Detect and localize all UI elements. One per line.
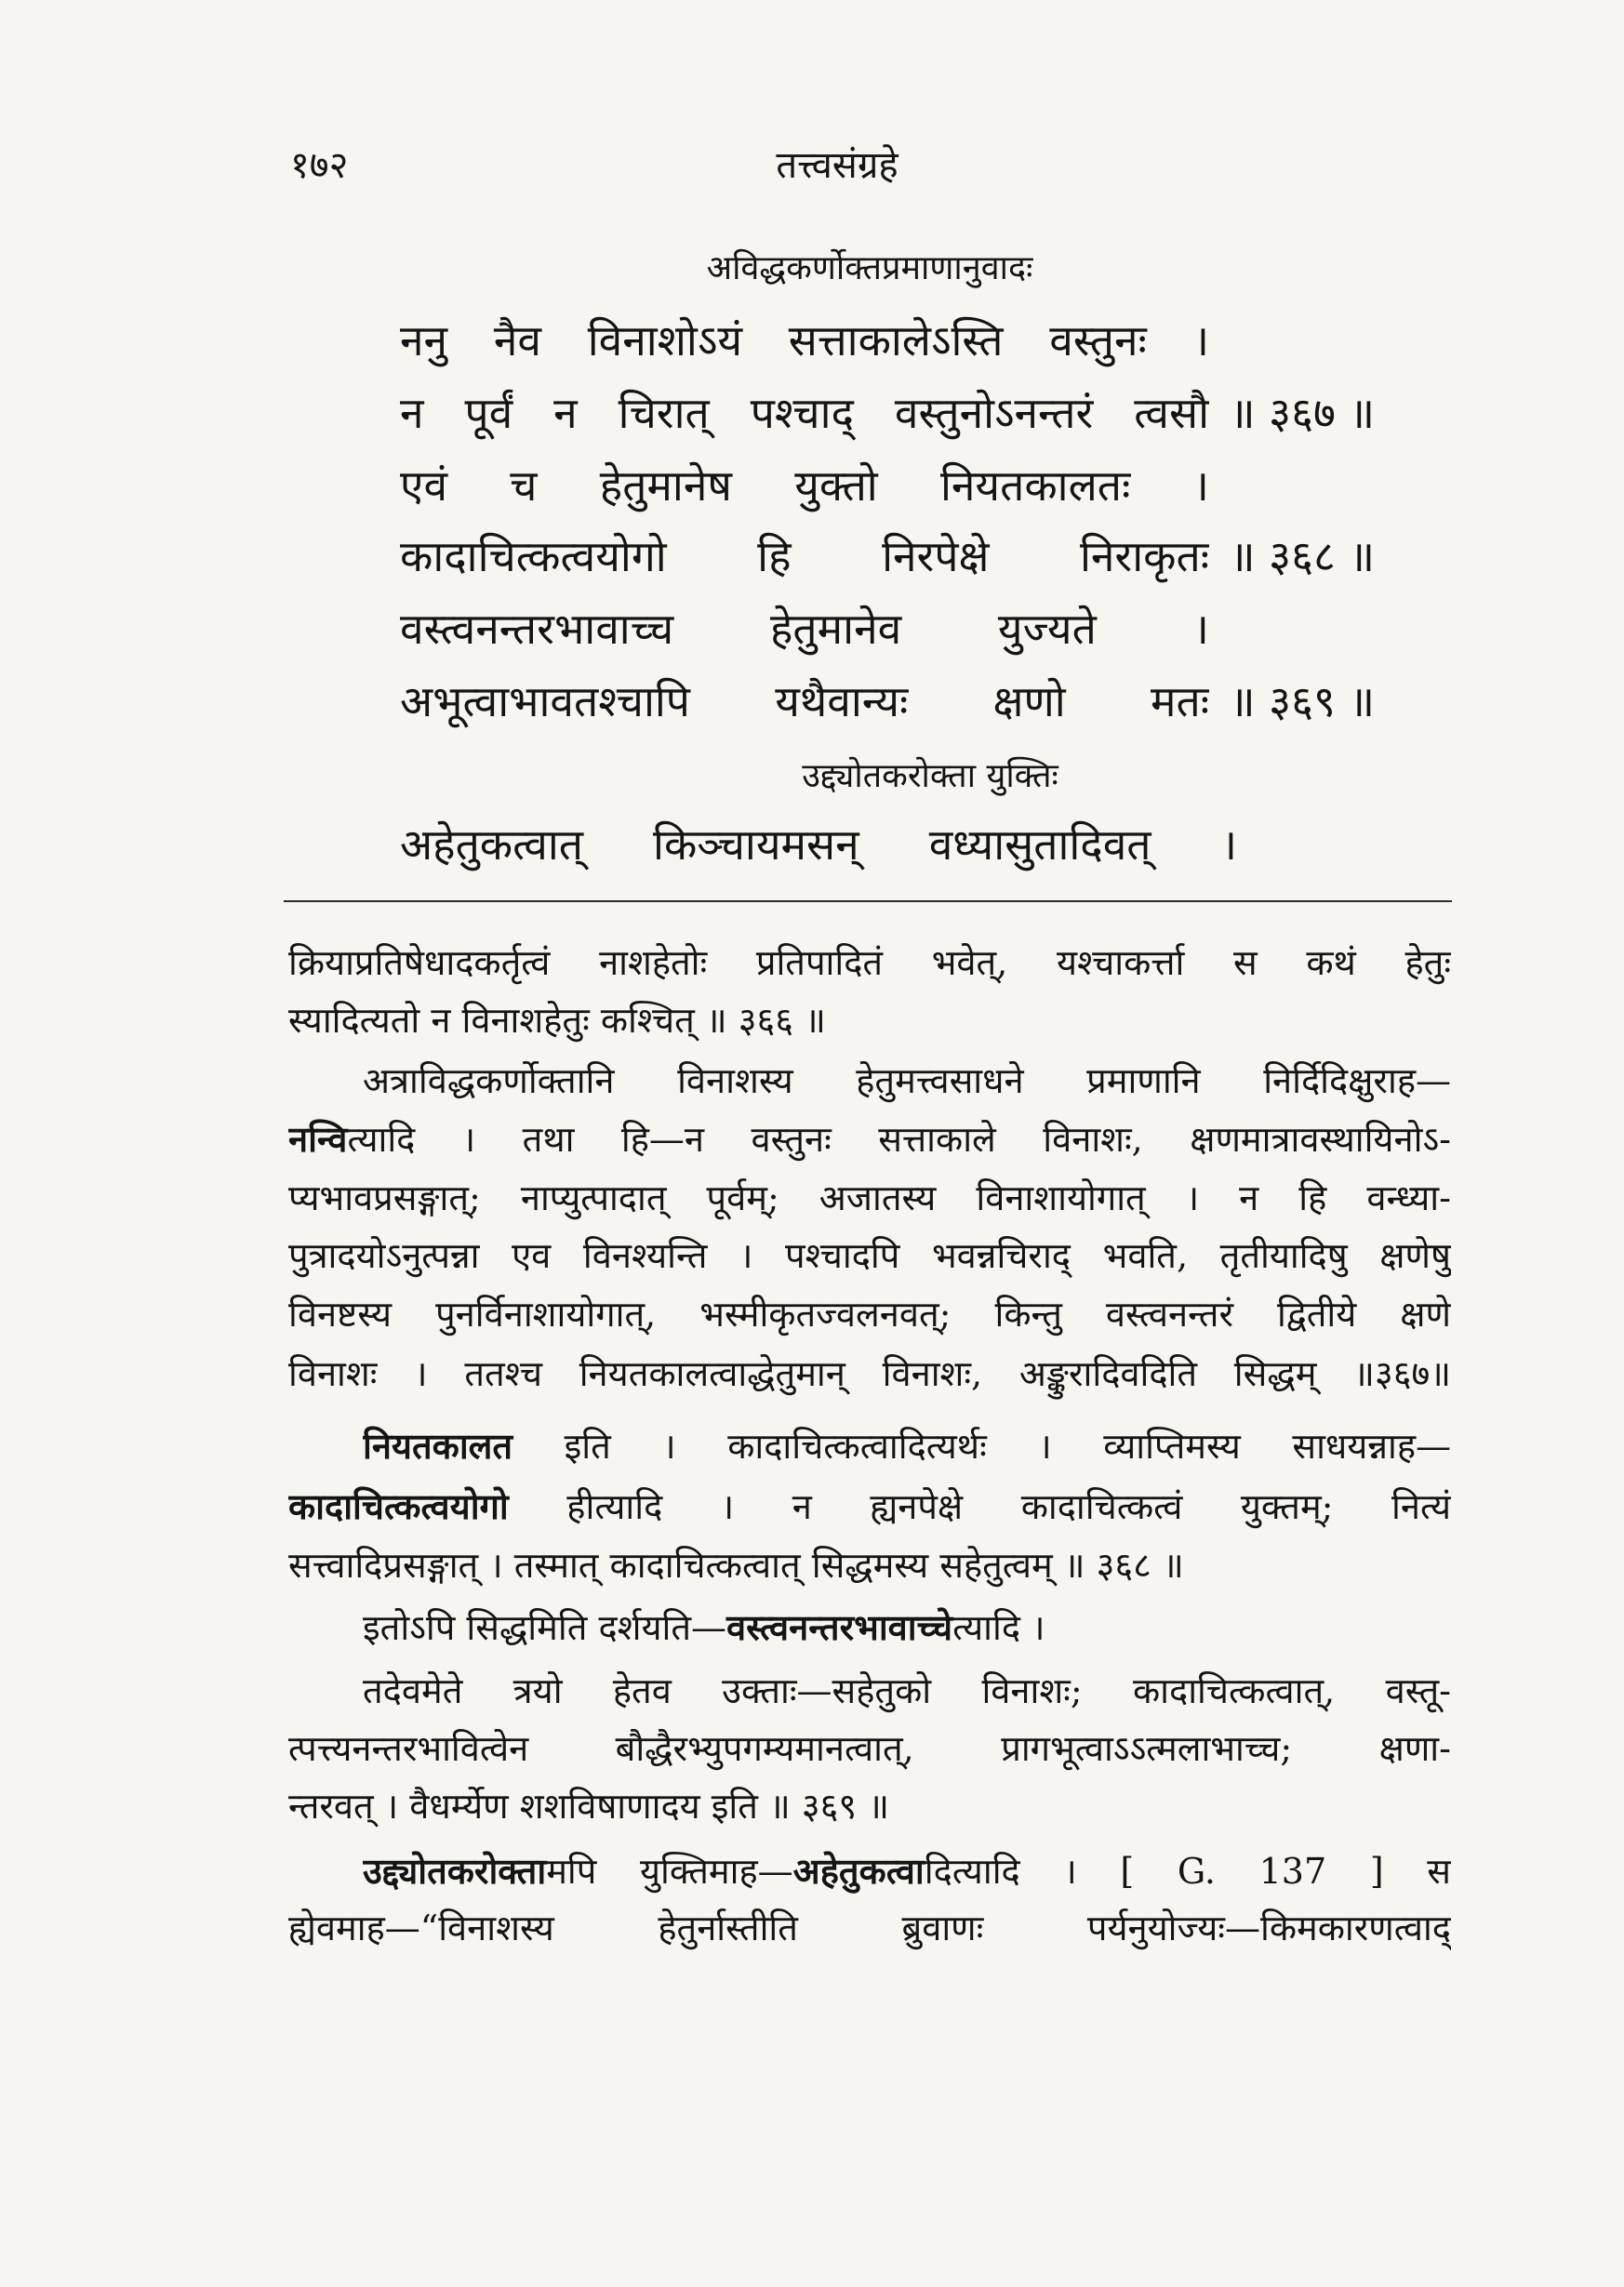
commentary-line: स्यादित्यतो न विनाशहेतुः कश्चित् ॥ ३६६ ॥: [288, 1000, 826, 1041]
running-head: तत्त्वसंग्रहे: [776, 144, 899, 187]
commentary-line: सत्त्वादिप्रसङ्गात् । तस्मात् कादाचित्कत्वात् सिद्धमस्य सहेतुत्वम् ॥ ३६८ ॥: [288, 1545, 1184, 1586]
commentary-line: न्तरवत् । वैधर्म्येण शशविषाणादय इति ॥ ३६९ ॥: [288, 1786, 889, 1827]
verse-text: वस्त्वनन्तरभावाच्च हेतुमानेव युज्यते ।: [400, 604, 1209, 654]
commentary-line: [363, 1600, 1451, 1655]
commentary-line: ह्येवमाह—“विनाशस्य हेतुर्नास्तीति ब्रुवाणः पर्यनुयोज्यः—किमकारणत्वाद्: [288, 1908, 1451, 1948]
verse-line: [400, 523, 1423, 590]
commentary-text: दित्यादि । [ G. 137 ] स: [924, 1851, 1451, 1892]
commentary-line: तदेवमेते त्रयो हेतव उक्ताः—सहेतुको विनाशः; कादाचित्कत्वात्, वस्तू-: [363, 1670, 1451, 1711]
verse-number: ॥ ३६९ ॥: [1230, 676, 1376, 726]
separator-rule: [284, 900, 1452, 902]
commentary-line: अत्राविद्धकर्णोक्तानि विनाशस्य हेतुमत्त्वसाधने प्रमाणानि निर्दिदिक्षुराह—: [363, 1060, 1451, 1101]
verse-text: अहेतुकत्वात् किञ्चायमसन् वध्यासुतादिवत् ।: [400, 819, 1237, 870]
commentary-line: क्रियाप्रतिषेधादकर्तृत्वं नाशहेतोः प्रतिपादितं भवेत्, यश्चाकर्त्ता स कथं हेतुः: [288, 942, 1451, 983]
commentary-line: [288, 1111, 1451, 1167]
commentary-lemma: वस्त्वनन्तरभावाच्चे: [726, 1606, 953, 1648]
commentary-lemma: नन्वि: [288, 1118, 348, 1160]
verse-text: ननु नैव विनाशोऽयं सत्ताकालेऽस्ति वस्तुनः ।: [400, 315, 1209, 366]
verse-text: अभूत्वाभावतश्चापि यथैवान्यः क्षणो मतः: [400, 676, 1209, 726]
verse-section-heading: उद्द्योतकरोक्ता युक्तिः: [802, 757, 1058, 795]
commentary-lemma: उद्द्योतकरोक्ता: [363, 1850, 547, 1892]
commentary-line: [363, 1418, 1451, 1474]
verse-line: [400, 452, 1423, 519]
commentary-text: मपि युक्तिमाह—: [546, 1851, 793, 1892]
commentary-text: त्यादि । तथा हि—न वस्तुनः सत्ताकाले विनाशः, क्षणमात्रावस्थायिनोऽ-: [347, 1119, 1451, 1160]
verse-line: [400, 595, 1423, 662]
commentary-text: इति । कादाचित्कत्वादित्यर्थः । व्याप्तिमस्य साधयन्नाह—: [512, 1426, 1451, 1467]
page-number: १७२: [290, 144, 349, 187]
commentary-lemma: नियतकालत: [363, 1425, 513, 1467]
commentary-line: त्पत्त्यनन्तरभावित्वेन बौद्धैरभ्युपगम्यमानत्वात्, प्रागभूत्वाऽऽत्मलाभाच्च; क्षणा-: [288, 1728, 1451, 1769]
verse-line: [400, 307, 1423, 374]
commentary-text: त्यादि ।: [952, 1607, 1045, 1648]
commentary-line: [363, 1843, 1451, 1899]
verse-number: ॥ ३६७ ॥: [1230, 388, 1376, 438]
verse-number: ॥ ३६८ ॥: [1230, 531, 1376, 581]
verse-line: [400, 379, 1423, 446]
commentary-line: [288, 1479, 1451, 1535]
commentary-line: विनाशः । ततश्च नियतकालत्वाद्धेतुमान् विनाशः, अङ्कुरादिवदिति सिद्धम् ॥३६७॥: [288, 1353, 1451, 1394]
commentary-text: इतोऽपि सिद्धमिति दर्शयति—: [363, 1607, 727, 1648]
commentary-lemma: अहेतुकत्वा: [792, 1850, 925, 1892]
verse-line: [400, 811, 1423, 878]
verse-line: [400, 668, 1423, 735]
commentary-line: विनष्टस्य पुनर्विनाशायोगात्, भस्मीकृतज्वलनवत्; किन्तु वस्त्वनन्तरं द्वितीये क्षणे: [288, 1294, 1451, 1335]
verse-text: एवं च हेतुमानेष युक्तो नियतकालतः ।: [400, 460, 1209, 511]
verse-text: न पूर्वं न चिरात् पश्चाद् वस्तुनोऽनन्तरं त्वसौ: [400, 388, 1209, 438]
verse-section-heading: अविद्धकर्णोक्तप्रमाणानुवादः: [706, 249, 1033, 287]
verse-text: कादाचित्कत्वयोगो हि निरपेक्षे निराकृतः: [400, 531, 1209, 581]
commentary-lemma: कादाचित्कत्वयोगो: [288, 1485, 509, 1527]
commentary-line: पुत्रादयोऽनुत्पन्ना एव विनश्यन्ति । पश्चादपि भवन्नचिराद् भवति, तृतीयादिषु क्षणेषु: [288, 1235, 1451, 1276]
commentary-text: हीत्यादि । न ह्यनपेक्षे कादाचित्कत्वं युक्तम्; नित्यं: [508, 1486, 1451, 1527]
commentary-line: प्यभावप्रसङ्गात्; नाप्युत्पादात् पूर्वम्; अजातस्य विनाशायोगात् । न हि वन्ध्या-: [288, 1177, 1451, 1218]
